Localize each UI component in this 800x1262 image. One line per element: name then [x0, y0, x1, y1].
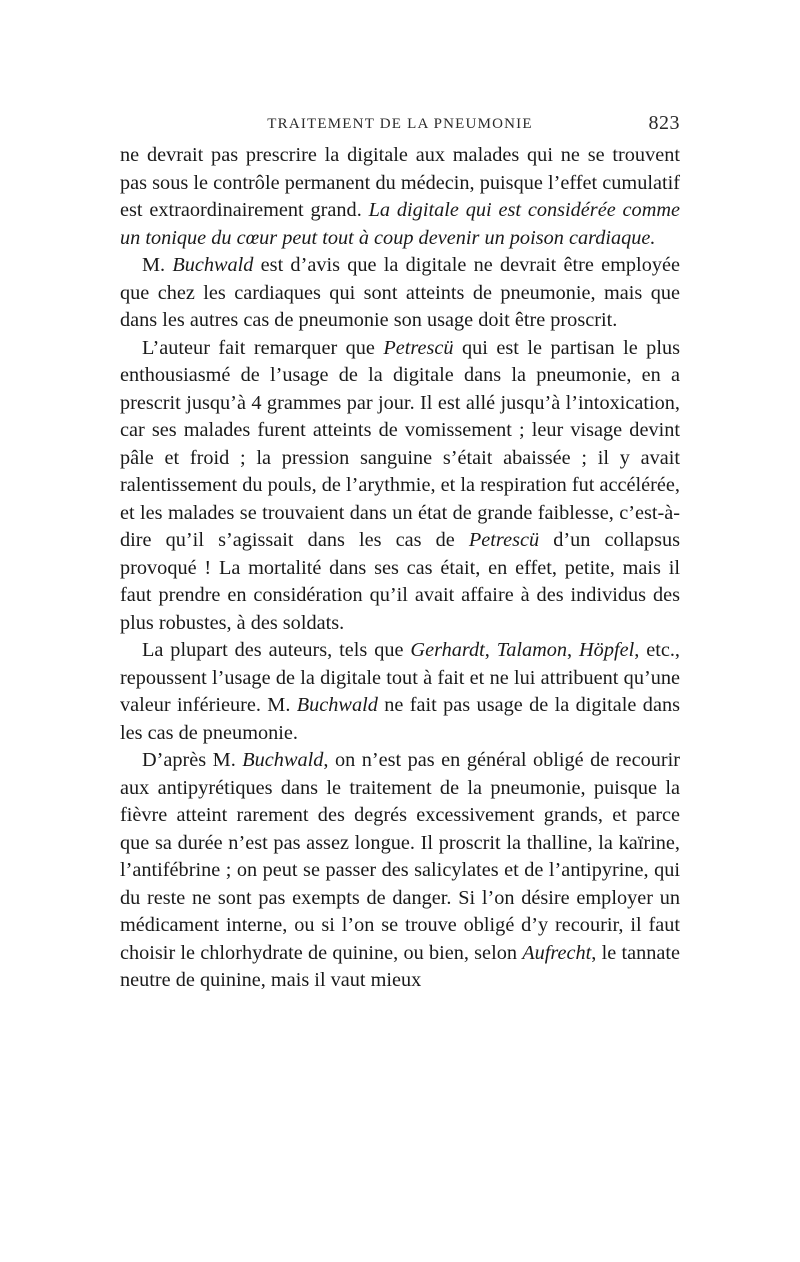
paragraph: [120, 335, 680, 638]
italic-text: Buchwald: [296, 694, 378, 716]
paragraph: [120, 747, 680, 995]
paragraph-text: est d’avis que la digitale ne devrait être employée que chez les cardiaques qui sont atteints de pneumonie, mais que dans les autres cas de pneumonie son usage doit être proscrit.: [120, 254, 680, 331]
paragraph-text: , etc., repoussent l’usage de la digitale tout à fait et ne lui attribuent qu’une valeur inférieure. M.: [120, 639, 680, 716]
paragraph: [120, 252, 680, 335]
running-title: TRAITEMENT DE LA PNEUMONIE: [267, 116, 533, 132]
book-page: [120, 112, 680, 995]
italic-text: Aufrecht: [522, 941, 592, 964]
paragraph-text: ne devrait pas prescrire la digitale aux malades qui ne se trouvent pas sous le contrôle permanent du médecin, puisque l’effet cumulatif est extraordinairement grand.: [120, 144, 680, 221]
paragraph-text: d’un collapsus provoqué ! La mortalité dans ses cas était, en effet, petite, mais il faut prendre en considération qu’il avait affaire à des individus des plus robustes, à des soldats.: [120, 529, 681, 634]
page-number: 823: [648, 112, 680, 134]
italic-text: Petrescü: [383, 336, 454, 359]
paragraph: [120, 637, 680, 747]
paragraph-text: L’auteur fait remarquer que: [142, 336, 384, 359]
paragraph: [120, 142, 680, 252]
paragraph-text: , on n’est pas en général obligé de recourir aux antipyrétiques dans le traitement de la pneumonie, puisque la fièvre atteint rarement des degrés excessivement grands, et parce que sa durée n’est pas assez longue. Il proscrit la thalline, la kaïrine, l’antifébrine ; on peut se passer des salicylates et de l’antipyrine, qui du reste ne sont pas exempts de danger. Si l’on désire employer un médicament interne, ou si l’on se trouve obligé d’y recourir, il faut choisir le chlorhydrate de quinine, ou bien, selon: [120, 749, 680, 964]
italic-text: Höpfel: [579, 639, 635, 661]
italic-text: Talamon: [496, 639, 568, 661]
paragraph-text: La plupart des auteurs, tels que: [142, 639, 411, 661]
paragraph-text: ne fait pas usage de la digitale dans les cas de pneumonie.: [120, 694, 680, 744]
italic-text: Gerhardt: [410, 639, 485, 661]
paragraph-text: M.: [142, 254, 173, 276]
italic-text: Buchwald: [242, 749, 324, 771]
paragraph-text: ,: [567, 639, 580, 661]
italic-text: Petrescü: [468, 529, 540, 551]
paragraph-text: ,: [484, 639, 497, 661]
italic-text: Buchwald: [172, 254, 254, 276]
paragraph-text: qui est le partisan le plus enthousiasmé de l’usage de la digitale dans la pneumonie, en a prescrit jusqu’à 4 grammes par jour. Il est allé jusqu’à l’intoxication, car ses malades furent atteints de vomissement ; leur visage devint pâle et froid ; la pression sanguine s’était abaissée ; il y avait ralentissement du pouls, de l’arythmie, et la respiration fut accélérée, et les malades se trouvaient dans un état de grande faiblesse, c’est-à-dire qu’il s’agissait dans les cas de: [120, 336, 680, 551]
italic-text: La digitale qui est considérée comme un tonique du cœur peut tout à coup devenir un poison cardiaque.: [120, 199, 680, 249]
running-head: [120, 112, 680, 142]
paragraph-text: , le tannate neutre de quinine, mais il vaut mieux: [120, 941, 680, 991]
body-text: [120, 142, 680, 995]
paragraph-text: D’après M.: [142, 749, 243, 771]
